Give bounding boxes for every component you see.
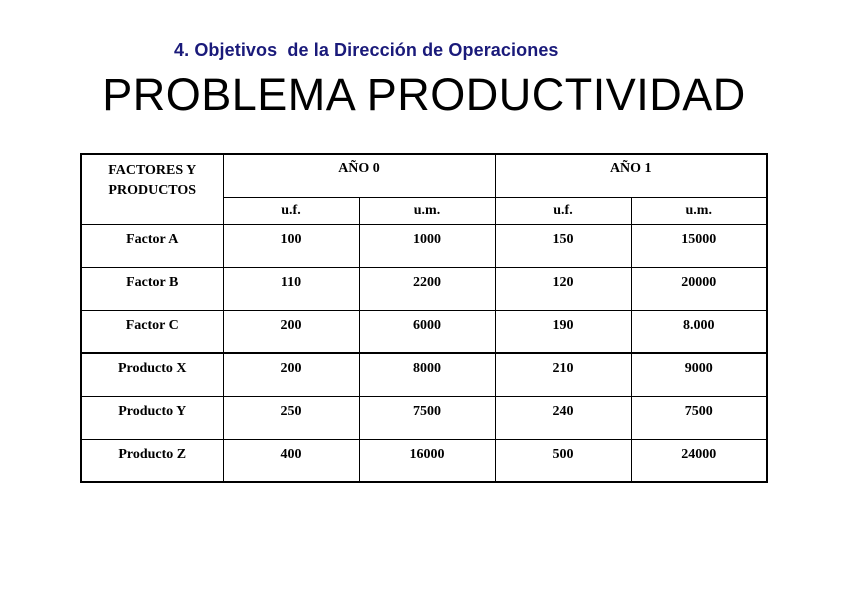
table-cell: 16000 bbox=[359, 439, 495, 482]
corner-header-line2: PRODUCTOS bbox=[108, 183, 197, 198]
table-row bbox=[81, 310, 767, 353]
table-cell: 7500 bbox=[359, 396, 495, 439]
table-cell: 240 bbox=[495, 396, 631, 439]
table-row bbox=[81, 267, 767, 310]
table-cell: 500 bbox=[495, 439, 631, 482]
table-cell: 210 bbox=[495, 353, 631, 396]
table-cell: 200 bbox=[223, 353, 359, 396]
row-label: Producto Z bbox=[81, 439, 223, 482]
table-cell: 8.000 bbox=[631, 310, 767, 353]
table-cell: 15000 bbox=[631, 224, 767, 267]
unit-header: u.f. bbox=[223, 197, 359, 224]
table-cell: 190 bbox=[495, 310, 631, 353]
unit-header: u.m. bbox=[359, 197, 495, 224]
table-cell: 110 bbox=[223, 267, 359, 310]
slide-subtitle: 4. Objetivos de la Dirección de Operaciones bbox=[174, 40, 559, 60]
table-header-row bbox=[81, 154, 767, 197]
table-cell: 9000 bbox=[631, 353, 767, 396]
table-cell: 24000 bbox=[631, 439, 767, 482]
table-row bbox=[81, 353, 767, 396]
table-row bbox=[81, 396, 767, 439]
year-header-1: AÑO 1 bbox=[495, 154, 767, 197]
slide-title: PROBLEMA PRODUCTIVIDAD bbox=[102, 69, 746, 120]
row-label: Factor B bbox=[81, 267, 223, 310]
row-label: Factor A bbox=[81, 224, 223, 267]
corner-header-line1: FACTORES Y bbox=[108, 163, 197, 178]
row-label: Factor C bbox=[81, 310, 223, 353]
table-row bbox=[81, 224, 767, 267]
productivity-table bbox=[80, 153, 768, 483]
table-cell: 8000 bbox=[359, 353, 495, 396]
table-row bbox=[81, 439, 767, 482]
table-cell: 100 bbox=[223, 224, 359, 267]
unit-header: u.f. bbox=[495, 197, 631, 224]
row-label: Producto Y bbox=[81, 396, 223, 439]
corner-header bbox=[81, 154, 223, 224]
table-cell: 400 bbox=[223, 439, 359, 482]
table-cell: 250 bbox=[223, 396, 359, 439]
table-cell: 150 bbox=[495, 224, 631, 267]
table-cell: 200 bbox=[223, 310, 359, 353]
table-cell: 2200 bbox=[359, 267, 495, 310]
year-header-0: AÑO 0 bbox=[223, 154, 495, 197]
table-cell: 1000 bbox=[359, 224, 495, 267]
table-cell: 7500 bbox=[631, 396, 767, 439]
table-cell: 6000 bbox=[359, 310, 495, 353]
table-cell: 120 bbox=[495, 267, 631, 310]
table-cell: 20000 bbox=[631, 267, 767, 310]
unit-header: u.m. bbox=[631, 197, 767, 224]
row-label: Producto X bbox=[81, 353, 223, 396]
